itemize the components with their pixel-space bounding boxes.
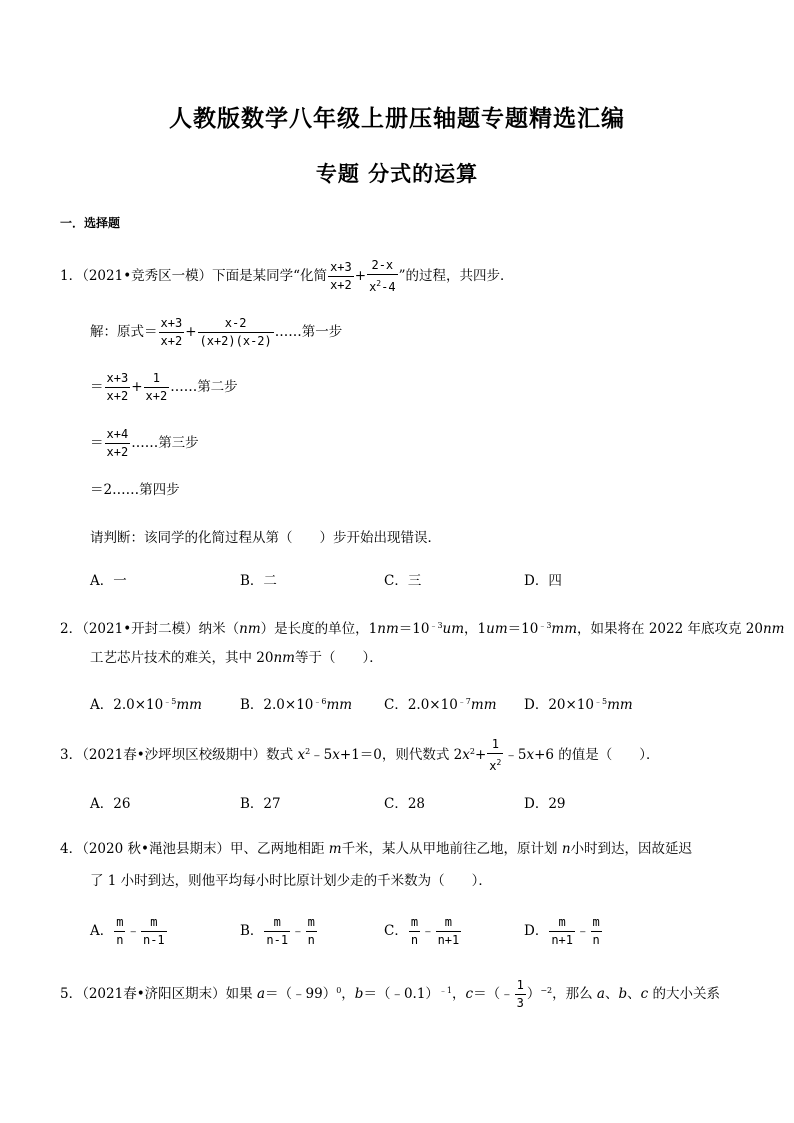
page-subtitle: 专题 分式的运算 bbox=[315, 161, 479, 186]
q3-option-c[interactable]: C．28 bbox=[384, 796, 426, 812]
q3-frac: $\frac{1}{x^2}$ bbox=[489, 737, 502, 773]
q1-option-c[interactable]: C．三 bbox=[384, 573, 422, 589]
page-title: 人教版数学八年级上册压轴题专题精选汇编 bbox=[169, 105, 625, 132]
q3-option-d[interactable]: D．29 bbox=[524, 796, 566, 812]
q5-frac: $\frac{1}{3}$ bbox=[516, 978, 524, 1010]
q1-step-1: 解：原式＝ $\frac{x+3}{x+2}$ + $\frac{x-2}{(x+2)(x-2)}$ ……第一步 bbox=[90, 316, 343, 348]
q1-frac-1: $\frac{x+3}{x+2}$ bbox=[330, 260, 352, 292]
q4-option-a[interactable]: A． $\frac{m}{n}$ ﹣ $\frac{m}{n-1}$ bbox=[90, 915, 165, 947]
q2-option-c[interactable]: C．$2.0\times 10^{﹣7}mm$ bbox=[384, 697, 497, 713]
q2-stem-line-1: 2．（2021•开封二模）纳米（nm）是长度的单位，$1nm=10^{﹣3}um$，$1um=10^{﹣3}mm$，如果将在 2022 年底攻克 20nm bbox=[60, 621, 785, 637]
q4-option-c[interactable]: C． $\frac{m}{n}$ ﹣ $\frac{m}{n+1}$ bbox=[384, 915, 460, 947]
q1-option-a[interactable]: A．一 bbox=[90, 573, 127, 589]
q2-stem-line-2: 工艺芯片技术的难关，其中 20nm等于（ ）． bbox=[90, 650, 383, 666]
q1-stem: 1．（2021•竞秀区一模）下面是某同学“化简 $\frac{x+3}{x+2}$ + $\frac{2-x}{x^2-4}$ ”的过程，共四步． bbox=[60, 258, 514, 294]
q3-option-a[interactable]: A．26 bbox=[90, 796, 131, 812]
q1-option-b[interactable]: B．二 bbox=[240, 573, 277, 589]
q4-option-d[interactable]: D． $\frac{m}{n+1}$ ﹣ $\frac{m}{n}$ bbox=[524, 915, 600, 947]
q1-step-3: ＝ $\frac{x+4}{x+2}$ ……第三步 bbox=[90, 427, 199, 459]
q1-option-d[interactable]: D．四 bbox=[524, 573, 562, 589]
q1-frac-2: $\frac{2-x}{x^2-4}$ bbox=[369, 258, 396, 294]
q4-stem-line-1: 4．（2020 秋•渑池县期末）甲、乙两地相距 m千米，某人从甲地前往乙地，原计划 n小时到达，因故延迟 bbox=[60, 841, 693, 857]
q5-stem: 5．（2021春•济阳区期末）如果 a＝（﹣99）$^0$，b＝（﹣0.1）$^{﹣1}$，c＝（﹣ $\frac{1}{3}$ ）$^{-2}$，那么 a、b、c 的大小关系 bbox=[60, 978, 720, 1010]
q2-option-b[interactable]: B．$2.0\times 10^{﹣6}mm$ bbox=[240, 697, 353, 713]
q1-question: 请判断：该同学的化简过程从第（ ）步开始出现错误． bbox=[90, 530, 441, 546]
q4-stem-line-2: 了 1 小时到达，则他平均每小时比原计划少走的千米数为（ ）． bbox=[90, 873, 492, 889]
q2-option-a[interactable]: A．$2.0\times 10^{﹣5}mm$ bbox=[90, 697, 202, 713]
q1-step-4: ＝2……第四步 bbox=[90, 482, 180, 498]
q3-option-b[interactable]: B．27 bbox=[240, 796, 281, 812]
q1-step-2: ＝ $\frac{x+3}{x+2}$ + $\frac{1}{x+2}$ ……第二步 bbox=[90, 371, 238, 403]
q4-option-b[interactable]: B． $\frac{m}{n-1}$ ﹣ $\frac{m}{n}$ bbox=[240, 915, 315, 947]
section-heading: 一．选择题 bbox=[60, 216, 121, 230]
q3-stem: 3．（2021春•沙坪坝区校级期中）数式 $x^2﹣5x+1=0$，则代数式 $2x^2+$ $\frac{1}{x^2}$ ﹣5x+6 的值是（ ）． bbox=[60, 737, 660, 773]
q2-option-d[interactable]: D．$20\times 10^{﹣5}mm$ bbox=[524, 697, 633, 713]
